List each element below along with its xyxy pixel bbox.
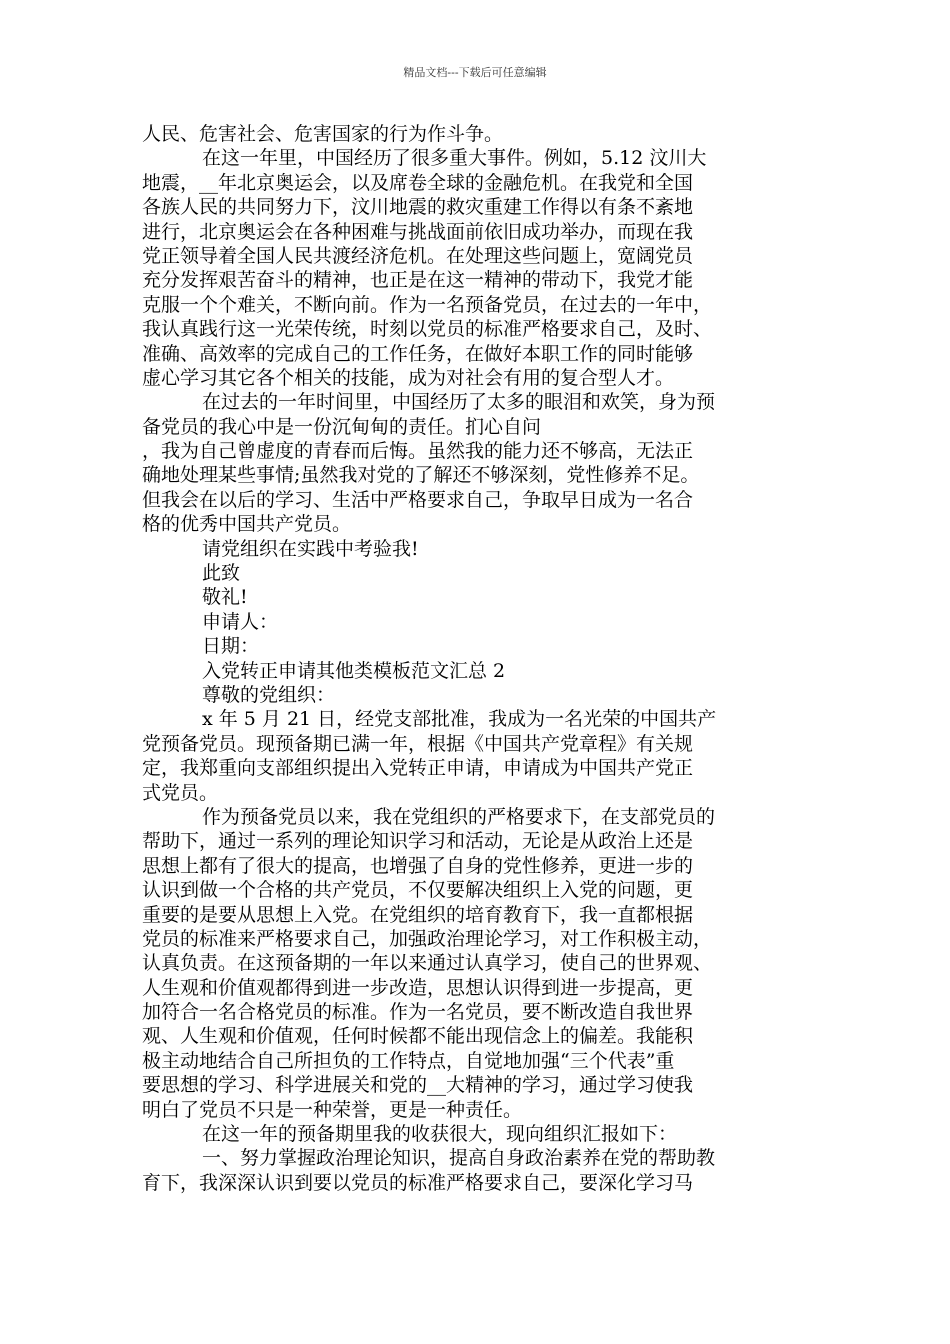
text-line: 格的优秀中国共产党员。: [142, 513, 352, 536]
text-line: 请党组织在实践中考验我!: [202, 537, 419, 560]
text-line: 帮助下，通过一系列的理论知识学习和活动，无论是从政治上还是: [142, 830, 694, 853]
text-line: 克服一个个难关，不断向前。作为一名预备党员，在过去的一年中，: [142, 293, 713, 316]
text-line: 在过去的一年时间里，中国经历了太多的眼泪和欢笑，身为预: [202, 391, 716, 414]
text-line: 党员的标准来严格要求自己，加强政治理论学习，对工作积极主动，: [142, 927, 713, 950]
text-line: 人民、危害社会、危害国家的行为作斗争。: [142, 123, 504, 145]
text-line: 入党转正申请其他类模板范文汇总 2: [202, 659, 506, 682]
text-line: 在这一年的预备期里我的收获很大，现向组织汇报如下：: [202, 1123, 678, 1146]
text-line: ，我为自己曾虚度的青春而后悔。虽然我的能力还不够高，无法正: [142, 440, 694, 463]
text-line: 确地处理某些事情;虽然我对党的了解还不够深刻，党性修养不足。: [142, 464, 700, 487]
text-line: 尊敬的党组织：: [202, 683, 336, 706]
document-body: [142, 122, 814, 1195]
text-line: 敬礼!: [202, 586, 248, 609]
text-line: 准确、高效率的完成自己的工作任务，在做好本职工作的同时能够: [142, 342, 694, 365]
text-line: x 年 5 月 21 日，经党支部批准，我成为一名光荣的中国共产: [202, 708, 717, 731]
text-line: 育下，我深深认识到要以党员的标准严格要求自己，要深化学习马: [142, 1171, 694, 1194]
text-line: 进行，北京奥运会在各种困难与挑战面前依旧成功举办，而现在我: [142, 220, 694, 243]
page-header: 精品文档---下载后可任意编辑: [403, 66, 547, 79]
text-line: 备党员的我心中是一份沉甸甸的责任。扪心自问: [142, 415, 542, 438]
text-line: 加符合一名合格党员的标准。作为一名党员，要不断改造自我世界: [142, 1001, 694, 1024]
text-line: 作为预备党员以来，我在党组织的严格要求下，在支部党员的: [202, 805, 716, 828]
text-line: 式党员。: [142, 781, 219, 804]
text-line: 在这一年里，中国经历了很多重大事件。例如，5.12 汶川大: [202, 147, 707, 170]
text-line: 日期：: [202, 635, 260, 658]
text-line: 一、努力掌握政治理论知识，提高自身政治素养在党的帮助教: [202, 1147, 716, 1170]
text-line: 认真负责。在这预备期的一年以来通过认真学习，使自己的世界观、: [142, 952, 713, 975]
text-line: 虚心学习其它各个相关的技能，成为对社会有用的复合型人才。: [142, 366, 675, 389]
text-line: 此致: [202, 562, 241, 585]
text-line: 观、人生观和价值观，任何时候都不能出现信念上的偏差。我能积: [142, 1025, 694, 1048]
text-line: 认识到做一个合格的共产党员，不仅要解决组织上入党的问题，更: [142, 879, 694, 902]
text-line: 要思想的学习、科学进展关和党的__大精神的学习，通过学习使我: [142, 1074, 694, 1097]
text-line: 地震，__年北京奥运会，以及席卷全球的金融危机。在我党和全国: [142, 171, 694, 194]
text-line: 党正领导着全国人民共渡经济危机。在处理这些问题上，宽阔党员: [142, 244, 694, 267]
text-line: 充分发挥艰苦奋斗的精神，也正是在这一精神的带动下，我党才能: [142, 269, 694, 292]
text-line: 明白了党员不只是一种荣誉，更是一种责任。: [142, 1098, 523, 1121]
text-line: 各族人民的共同努力下，汶川地震的救灾重建工作得以有条不紊地: [142, 196, 694, 219]
text-line: 申请人：: [202, 610, 279, 633]
text-line: 定，我郑重向支部组织提出入党转正申请，申请成为中国共产党正: [142, 757, 694, 780]
text-line: 极主动地结合自己所担负的工作特点，自觉地加强“三个代表”重: [142, 1049, 675, 1072]
text-line: 党预备党员。现预备期已满一年，根据《中国共产党章程》有关规: [142, 732, 694, 755]
text-line: 思想上都有了很大的提高，也增强了自身的党性修养，更进一步的: [142, 854, 694, 877]
text-line: 重要的是要从思想上入党。在党组织的培育教育下，我一直都根据: [142, 903, 694, 926]
text-line: 我认真践行这一光荣传统，时刻以党员的标准严格要求自己，及时、: [142, 318, 713, 341]
text-line: 人生观和价值观都得到进一步改造，思想认识得到进一步提高，更: [142, 976, 694, 999]
text-line: 但我会在以后的学习、生活中严格要求自己，争取早日成为一名合: [142, 488, 694, 511]
